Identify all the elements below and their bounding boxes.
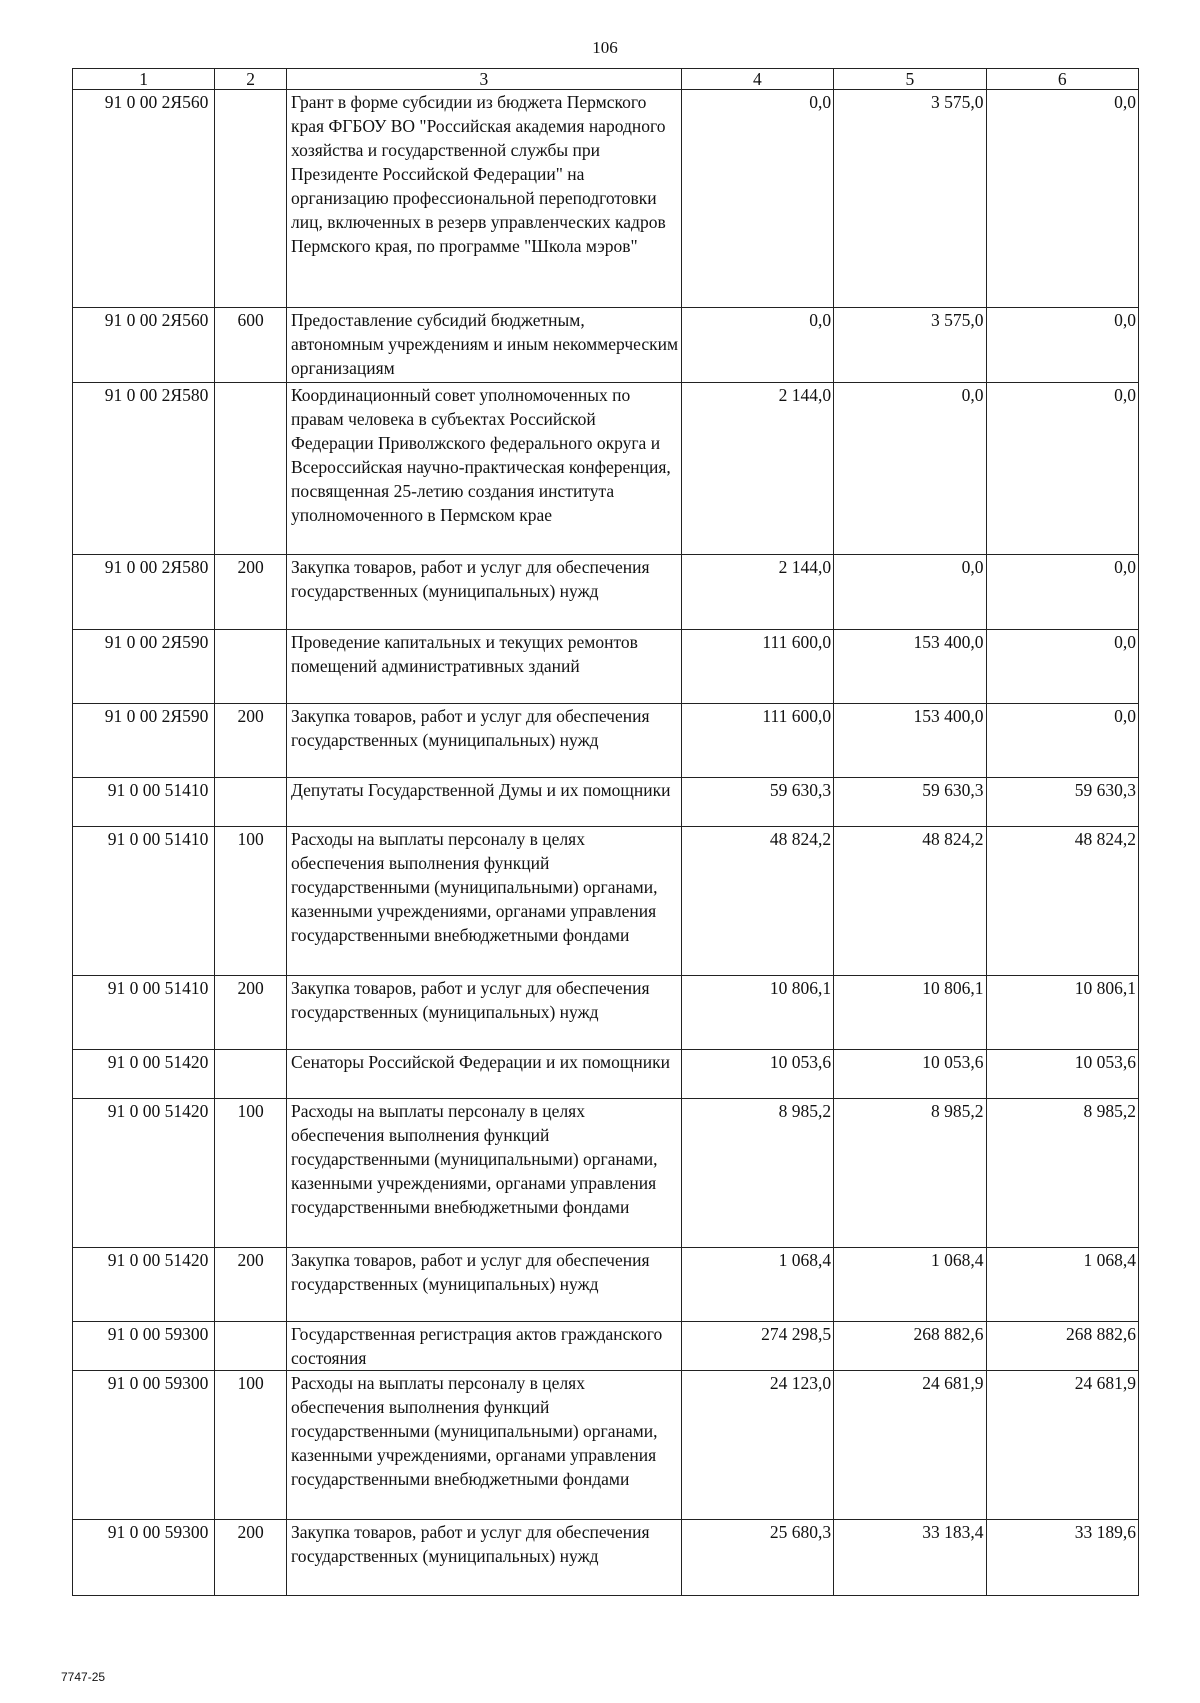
row-value-col5: 0,0 [834, 555, 986, 630]
table-row [73, 1520, 1139, 1596]
row-value-col6: 33 189,6 [986, 1520, 1138, 1596]
row-name: Проведение капитальных и текущих ремонтов помещений административных зданий [287, 630, 682, 704]
row-value-col6: 0,0 [986, 90, 1138, 308]
row-code: 91 0 00 2Я590 [73, 704, 215, 778]
row-name: Предоставление субсидий бюджетным, автономным учреждениям и иным некоммерческим организациям [287, 308, 682, 383]
row-type: 200 [215, 555, 287, 630]
row-value-col4: 59 630,3 [681, 778, 833, 827]
header-col-2: 2 [215, 69, 287, 90]
row-code: 91 0 00 59300 [73, 1520, 215, 1596]
table-row [73, 630, 1139, 704]
table-row [73, 1248, 1139, 1322]
table-row [73, 1322, 1139, 1371]
row-value-col4: 10 806,1 [681, 976, 833, 1050]
row-code: 91 0 00 51420 [73, 1099, 215, 1248]
row-value-col6: 0,0 [986, 383, 1138, 555]
row-value-col5: 1 068,4 [834, 1248, 986, 1322]
row-value-col5: 10 053,6 [834, 1050, 986, 1099]
table-row [73, 976, 1139, 1050]
table-row [73, 1371, 1139, 1520]
row-name: Сенаторы Российской Федерации и их помощники [287, 1050, 682, 1099]
row-value-col4: 111 600,0 [681, 630, 833, 704]
row-value-col5: 268 882,6 [834, 1322, 986, 1371]
row-value-col5: 153 400,0 [834, 630, 986, 704]
row-value-col5: 48 824,2 [834, 827, 986, 976]
row-name: Закупка товаров, работ и услуг для обеспечения государственных (муниципальных) нужд [287, 555, 682, 630]
row-name: Депутаты Государственной Думы и их помощники [287, 778, 682, 827]
row-value-col6: 10 806,1 [986, 976, 1138, 1050]
row-value-col6: 0,0 [986, 704, 1138, 778]
row-value-col4: 24 123,0 [681, 1371, 833, 1520]
row-value-col4: 25 680,3 [681, 1520, 833, 1596]
row-type: 600 [215, 308, 287, 383]
row-type: 200 [215, 1520, 287, 1596]
table-header-row [73, 69, 1139, 90]
row-type: 100 [215, 1099, 287, 1248]
row-value-col6: 0,0 [986, 630, 1138, 704]
row-value-col4: 274 298,5 [681, 1322, 833, 1371]
row-value-col6: 48 824,2 [986, 827, 1138, 976]
row-name: Расходы на выплаты персоналу в целях обеспечения выполнения функций государственными (муниципальными) органами, казенными учреждениями, органами управления государственными внебюджетными фондами [287, 827, 682, 976]
row-value-col5: 10 806,1 [834, 976, 986, 1050]
table-row [73, 704, 1139, 778]
table-row [73, 308, 1139, 383]
row-name: Закупка товаров, работ и услуг для обеспечения государственных (муниципальных) нужд [287, 1520, 682, 1596]
row-type [215, 1050, 287, 1099]
row-value-col6: 10 053,6 [986, 1050, 1138, 1099]
row-type [215, 1322, 287, 1371]
row-type [215, 90, 287, 308]
row-code: 91 0 00 51410 [73, 976, 215, 1050]
row-value-col5: 59 630,3 [834, 778, 986, 827]
row-value-col4: 0,0 [681, 90, 833, 308]
row-type [215, 630, 287, 704]
row-name: Расходы на выплаты персоналу в целях обеспечения выполнения функций государственными (муниципальными) органами, казенными учреждениями, органами управления государственными внебюджетными фондами [287, 1371, 682, 1520]
table-row [73, 827, 1139, 976]
row-code: 91 0 00 51410 [73, 827, 215, 976]
row-value-col4: 111 600,0 [681, 704, 833, 778]
row-type [215, 778, 287, 827]
row-code: 91 0 00 59300 [73, 1371, 215, 1520]
row-value-col6: 1 068,4 [986, 1248, 1138, 1322]
row-name: Государственная регистрация актов гражданского состояния [287, 1322, 682, 1371]
header-col-5: 5 [834, 69, 986, 90]
row-value-col6: 24 681,9 [986, 1371, 1138, 1520]
budget-table [72, 68, 1139, 1596]
table-row [73, 383, 1139, 555]
row-type: 100 [215, 827, 287, 976]
row-code: 91 0 00 2Я560 [73, 90, 215, 308]
row-value-col5: 3 575,0 [834, 90, 986, 308]
row-value-col4: 1 068,4 [681, 1248, 833, 1322]
row-code: 91 0 00 2Я560 [73, 308, 215, 383]
row-value-col5: 3 575,0 [834, 308, 986, 383]
row-name: Координационный совет уполномоченных по правам человека в субъектах Российской Федерации Приволжского федерального округа и Всероссийская научно-практическая конференция, посвященная 25-летию создания института уполномоченного в Пермском крае [287, 383, 682, 555]
table-row [73, 1050, 1139, 1099]
row-type: 200 [215, 1248, 287, 1322]
header-col-4: 4 [681, 69, 833, 90]
header-col-6: 6 [986, 69, 1138, 90]
row-value-col6: 268 882,6 [986, 1322, 1138, 1371]
row-code: 91 0 00 2Я590 [73, 630, 215, 704]
row-code: 91 0 00 51410 [73, 778, 215, 827]
row-name: Грант в форме субсидии из бюджета Пермского края ФГБОУ ВО "Российская академия народного хозяйства и государственной службы при Президенте Российской Федерации" на организацию профессиональной переподготовки лиц, включенных в резерв управленческих кадров Пермского края, по программе "Школа мэров" [287, 90, 682, 308]
row-value-col4: 10 053,6 [681, 1050, 833, 1099]
row-value-col6: 8 985,2 [986, 1099, 1138, 1248]
row-value-col6: 59 630,3 [986, 778, 1138, 827]
row-value-col4: 8 985,2 [681, 1099, 833, 1248]
table-row [73, 555, 1139, 630]
row-name: Закупка товаров, работ и услуг для обеспечения государственных (муниципальных) нужд [287, 1248, 682, 1322]
row-value-col4: 0,0 [681, 308, 833, 383]
header-col-3: 3 [287, 69, 682, 90]
row-value-col5: 0,0 [834, 383, 986, 555]
row-value-col4: 2 144,0 [681, 555, 833, 630]
row-code: 91 0 00 51420 [73, 1248, 215, 1322]
row-value-col5: 24 681,9 [834, 1371, 986, 1520]
table-row [73, 90, 1139, 308]
row-name: Закупка товаров, работ и услуг для обеспечения государственных (муниципальных) нужд [287, 976, 682, 1050]
row-code: 91 0 00 2Я580 [73, 555, 215, 630]
row-type: 100 [215, 1371, 287, 1520]
row-value-col5: 8 985,2 [834, 1099, 986, 1248]
row-type [215, 383, 287, 555]
row-value-col5: 33 183,4 [834, 1520, 986, 1596]
table-row [73, 1099, 1139, 1248]
row-name: Расходы на выплаты персоналу в целях обеспечения выполнения функций государственными (муниципальными) органами, казенными учреждениями, органами управления государственными внебюджетными фондами [287, 1099, 682, 1248]
table-row [73, 778, 1139, 827]
row-code: 91 0 00 2Я580 [73, 383, 215, 555]
row-code: 91 0 00 59300 [73, 1322, 215, 1371]
row-name: Закупка товаров, работ и услуг для обеспечения государственных (муниципальных) нужд [287, 704, 682, 778]
row-value-col4: 2 144,0 [681, 383, 833, 555]
document-code: 7747-25 [61, 1670, 106, 1684]
row-value-col4: 48 824,2 [681, 827, 833, 976]
row-value-col5: 153 400,0 [834, 704, 986, 778]
header-col-1: 1 [73, 69, 215, 90]
page-number: 106 [592, 38, 618, 57]
row-code: 91 0 00 51420 [73, 1050, 215, 1099]
row-type: 200 [215, 976, 287, 1050]
row-value-col6: 0,0 [986, 308, 1138, 383]
row-value-col6: 0,0 [986, 555, 1138, 630]
row-type: 200 [215, 704, 287, 778]
